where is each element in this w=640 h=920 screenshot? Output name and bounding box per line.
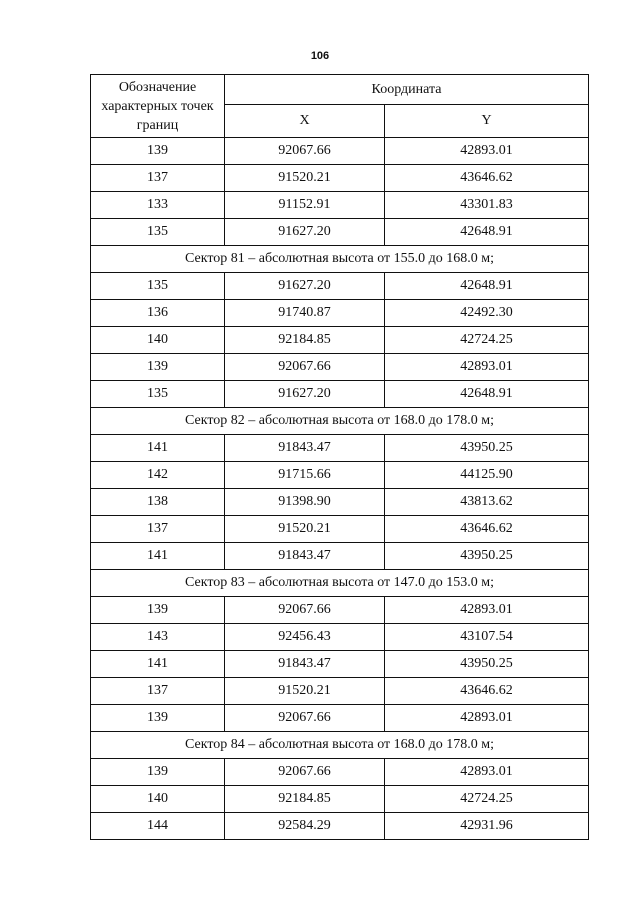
y-coordinate-cell: 42893.01 xyxy=(385,759,589,786)
x-coordinate-cell: 91843.47 xyxy=(225,543,385,570)
table-row xyxy=(91,759,589,786)
y-coordinate-cell: 42893.01 xyxy=(385,597,589,624)
table-row xyxy=(91,624,589,651)
page-number: 106 xyxy=(310,50,330,62)
y-coordinate-cell: 43950.25 xyxy=(385,651,589,678)
x-coordinate-cell: 92067.66 xyxy=(225,705,385,732)
point-id-cell: 141 xyxy=(91,543,225,570)
sector-header-row xyxy=(91,408,589,435)
y-coordinate-cell: 43301.83 xyxy=(385,192,589,219)
x-coordinate-cell: 91520.21 xyxy=(225,165,385,192)
x-coordinate-cell: 91843.47 xyxy=(225,651,385,678)
point-id-cell: 137 xyxy=(91,165,225,192)
point-id-cell: 139 xyxy=(91,597,225,624)
header-y: Y xyxy=(385,105,589,138)
table-row xyxy=(91,165,589,192)
y-coordinate-cell: 42492.30 xyxy=(385,300,589,327)
table-row xyxy=(91,786,589,813)
x-coordinate-cell: 92456.43 xyxy=(225,624,385,651)
point-id-cell: 138 xyxy=(91,489,225,516)
x-coordinate-cell: 91627.20 xyxy=(225,219,385,246)
sector-header-row xyxy=(91,570,589,597)
x-coordinate-cell: 92067.66 xyxy=(225,597,385,624)
coordinates-table xyxy=(90,74,589,840)
table-row xyxy=(91,705,589,732)
table-row xyxy=(91,219,589,246)
x-coordinate-cell: 91627.20 xyxy=(225,273,385,300)
point-id-cell: 140 xyxy=(91,786,225,813)
x-coordinate-cell: 91715.66 xyxy=(225,462,385,489)
y-coordinate-cell: 43646.62 xyxy=(385,516,589,543)
y-coordinate-cell: 42648.91 xyxy=(385,273,589,300)
sector-title: Сектор 84 – абсолютная высота от 168.0 до 178.0 м; xyxy=(91,732,589,759)
table-row xyxy=(91,489,589,516)
point-id-cell: 141 xyxy=(91,435,225,462)
sector-title: Сектор 83 – абсолютная высота от 147.0 до 153.0 м; xyxy=(91,570,589,597)
y-coordinate-cell: 43950.25 xyxy=(385,435,589,462)
y-coordinate-cell: 42893.01 xyxy=(385,138,589,165)
point-id-cell: 141 xyxy=(91,651,225,678)
x-coordinate-cell: 91520.21 xyxy=(225,516,385,543)
table-header xyxy=(91,75,589,138)
table-body xyxy=(91,138,589,840)
x-coordinate-cell: 91520.21 xyxy=(225,678,385,705)
x-coordinate-cell: 92067.66 xyxy=(225,759,385,786)
y-coordinate-cell: 42931.96 xyxy=(385,813,589,840)
x-coordinate-cell: 92067.66 xyxy=(225,354,385,381)
y-coordinate-cell: 42893.01 xyxy=(385,705,589,732)
x-coordinate-cell: 92067.66 xyxy=(225,138,385,165)
table-row xyxy=(91,300,589,327)
y-coordinate-cell: 44125.90 xyxy=(385,462,589,489)
sector-title: Сектор 82 – абсолютная высота от 168.0 до 178.0 м; xyxy=(91,408,589,435)
x-coordinate-cell: 91843.47 xyxy=(225,435,385,462)
table-row xyxy=(91,516,589,543)
table-row xyxy=(91,597,589,624)
y-coordinate-cell: 43813.62 xyxy=(385,489,589,516)
x-coordinate-cell: 92184.85 xyxy=(225,327,385,354)
table-row xyxy=(91,327,589,354)
point-id-cell: 139 xyxy=(91,138,225,165)
point-id-cell: 143 xyxy=(91,624,225,651)
x-coordinate-cell: 91740.87 xyxy=(225,300,385,327)
table-row xyxy=(91,138,589,165)
y-coordinate-cell: 43107.54 xyxy=(385,624,589,651)
x-coordinate-cell: 92184.85 xyxy=(225,786,385,813)
table-row xyxy=(91,543,589,570)
point-id-cell: 142 xyxy=(91,462,225,489)
sector-title: Сектор 81 – абсолютная высота от 155.0 до 168.0 м; xyxy=(91,246,589,273)
x-coordinate-cell: 92584.29 xyxy=(225,813,385,840)
table-row xyxy=(91,813,589,840)
point-id-cell: 133 xyxy=(91,192,225,219)
point-id-cell: 135 xyxy=(91,219,225,246)
y-coordinate-cell: 42648.91 xyxy=(385,381,589,408)
table-row xyxy=(91,273,589,300)
sector-header-row xyxy=(91,246,589,273)
y-coordinate-cell: 42724.25 xyxy=(385,327,589,354)
point-id-cell: 144 xyxy=(91,813,225,840)
table-row xyxy=(91,462,589,489)
y-coordinate-cell: 43646.62 xyxy=(385,678,589,705)
y-coordinate-cell: 43646.62 xyxy=(385,165,589,192)
table-row xyxy=(91,192,589,219)
x-coordinate-cell: 91398.90 xyxy=(225,489,385,516)
y-coordinate-cell: 43950.25 xyxy=(385,543,589,570)
header-x: X xyxy=(225,105,385,138)
table-row xyxy=(91,678,589,705)
header-coordinate: Координата xyxy=(225,75,589,105)
sector-header-row xyxy=(91,732,589,759)
table-row xyxy=(91,435,589,462)
table-row xyxy=(91,651,589,678)
table-row xyxy=(91,381,589,408)
point-id-cell: 140 xyxy=(91,327,225,354)
y-coordinate-cell: 42893.01 xyxy=(385,354,589,381)
point-id-cell: 137 xyxy=(91,678,225,705)
x-coordinate-cell: 91627.20 xyxy=(225,381,385,408)
header-designation: Обозначение характерных точек границ xyxy=(91,75,225,138)
y-coordinate-cell: 42724.25 xyxy=(385,786,589,813)
point-id-cell: 135 xyxy=(91,381,225,408)
point-id-cell: 139 xyxy=(91,705,225,732)
point-id-cell: 135 xyxy=(91,273,225,300)
point-id-cell: 139 xyxy=(91,354,225,381)
point-id-cell: 139 xyxy=(91,759,225,786)
x-coordinate-cell: 91152.91 xyxy=(225,192,385,219)
point-id-cell: 136 xyxy=(91,300,225,327)
point-id-cell: 137 xyxy=(91,516,225,543)
table-row xyxy=(91,354,589,381)
y-coordinate-cell: 42648.91 xyxy=(385,219,589,246)
